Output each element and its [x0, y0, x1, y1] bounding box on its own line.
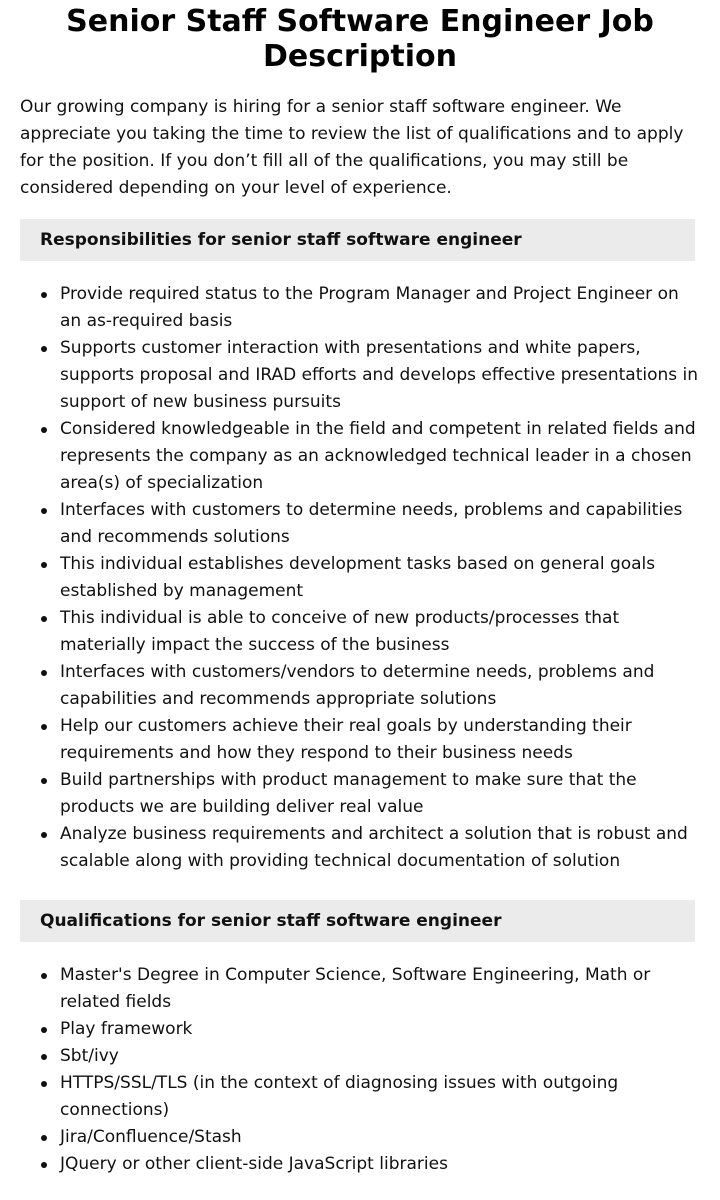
responsibilities-list — [20, 281, 700, 875]
bullet-icon — [41, 616, 47, 622]
bullet-icon — [41, 1054, 47, 1060]
list-item-text: Sbt/ivy — [60, 1046, 119, 1066]
responsibilities-heading — [20, 219, 695, 261]
list-item-text: Master's Degree in Computer Science, Software Engineering, Math or related fields — [60, 965, 651, 1012]
bullet-icon — [41, 832, 47, 838]
list-item-text: Help our customers achieve their real goals by understanding their requirements and how they respond to their business needs — [60, 716, 632, 763]
list-item-text: Interfaces with customers/vendors to determine needs, problems and capabilities and recommends appropriate solutions — [60, 662, 655, 709]
qualifications-heading-text: Qualifications for senior staff software engineer — [40, 911, 502, 931]
list-item-text: Analyze business requirements and architect a solution that is robust and scalable along with providing technical documentation of solution — [60, 824, 688, 871]
list-item — [20, 1070, 700, 1124]
list-item — [20, 659, 700, 713]
bullet-icon — [41, 508, 47, 514]
bullet-icon — [41, 346, 47, 352]
intro-paragraph: Our growing company is hiring for a senior staff software engineer. We appreciate you taking the time to review the list of qualifications and to apply for the position. If you don’t fill all of the qualifications, you may still be considered depending on your level of experience. — [20, 97, 684, 198]
list-item — [20, 1043, 700, 1070]
bullet-icon — [41, 427, 47, 433]
bullet-icon — [41, 973, 47, 979]
bullet-icon — [41, 724, 47, 730]
qualifications-heading — [20, 900, 695, 942]
list-item-text: Interfaces with customers to determine needs, problems and capabilities and recommends solutions — [60, 500, 683, 547]
bullet-icon — [41, 670, 47, 676]
list-item-text: JQuery or other client-side JavaScript libraries — [60, 1154, 448, 1174]
list-item — [20, 605, 700, 659]
list-item — [20, 497, 700, 551]
list-item — [20, 767, 700, 821]
bullet-icon — [41, 1135, 47, 1141]
list-item-text: Supports customer interaction with presentations and white papers, supports proposal and IRAD efforts and develops effective presentations in support of new business pursuits — [60, 338, 699, 412]
bullet-icon — [41, 1027, 47, 1033]
list-item — [20, 1151, 700, 1178]
list-item — [20, 962, 700, 1016]
list-item-text: Considered knowledgeable in the field and competent in related fields and represents the company as an acknowledged technical leader in a chosen area(s) of specialization — [60, 419, 696, 493]
responsibilities-heading-text: Responsibilities for senior staff software engineer — [40, 230, 522, 250]
bullet-icon — [41, 1162, 47, 1168]
list-item-text: Build partnerships with product management to make sure that the products we are building deliver real value — [60, 770, 637, 817]
list-item — [20, 1016, 700, 1043]
list-item — [20, 1124, 700, 1151]
page-title: Senior Staff Software Engineer Job Description — [66, 4, 654, 74]
qualifications-list — [20, 962, 700, 1178]
list-item — [20, 821, 700, 875]
list-item — [20, 551, 700, 605]
list-item-text: HTTPS/SSL/TLS (in the context of diagnosing issues with outgoing connections) — [60, 1073, 619, 1120]
list-item — [20, 281, 700, 335]
list-item-text: This individual establishes development tasks based on general goals established by management — [60, 554, 656, 601]
bullet-icon — [41, 778, 47, 784]
bullet-icon — [41, 292, 47, 298]
list-item-text: Provide required status to the Program Manager and Project Engineer on an as-required basis — [60, 284, 679, 331]
list-item — [20, 335, 700, 416]
bullet-icon — [41, 1081, 47, 1087]
list-item-text: Jira/Confluence/Stash — [60, 1127, 242, 1147]
list-item-text: Play framework — [60, 1019, 193, 1039]
list-item — [20, 713, 700, 767]
bullet-icon — [41, 562, 47, 568]
list-item-text: This individual is able to conceive of new products/processes that materially impact the success of the business — [60, 608, 620, 655]
list-item — [20, 416, 700, 497]
